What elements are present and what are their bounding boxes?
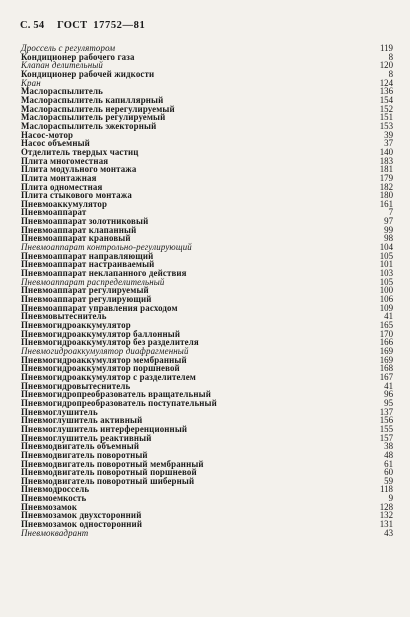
index-term: Пневмоглушитель	[21, 406, 98, 417]
index-term: Пневмоаппарат клапанный	[21, 224, 137, 235]
index-page-number: 39	[384, 129, 393, 140]
index-term: Пневмоаппарат распределительный	[21, 276, 165, 287]
index-term: Пневмоглушитель активный	[21, 415, 143, 426]
index-entry	[21, 70, 393, 79]
index-page-number: 152	[379, 103, 393, 114]
index-page-number: 105	[379, 250, 393, 261]
index-term: Пневмоквадрант	[21, 527, 89, 538]
index-page-number: 180	[379, 190, 393, 201]
index-page-number: 38	[384, 441, 393, 452]
index-term: Насос-мотор	[21, 129, 74, 140]
index-term: Пневмогидроаккумулятор диафрагменный	[21, 345, 189, 356]
index-page-number: 166	[379, 337, 393, 348]
index-term: Пневмогидроаккумулятор с разделителем	[21, 371, 196, 382]
index-term: Пневмогидропреобразователь вращательный	[21, 389, 211, 400]
index-page-number: 37	[384, 138, 393, 149]
index-list	[21, 44, 393, 537]
index-page-number: 41	[384, 380, 393, 391]
index-term: Пневмодвигатель поворотный	[21, 449, 148, 460]
index-term: Пневмоглушитель реактивный	[21, 432, 152, 443]
index-term: Маслораспылитель эжекторный	[21, 120, 157, 131]
page-number: С. 54	[20, 20, 45, 31]
index-term: Пневмоаппарат золотниковый	[21, 216, 149, 227]
index-page-number: 181	[379, 164, 393, 175]
index-page-number: 128	[379, 501, 393, 512]
index-term: Пневмоаппарат настраиваемый	[21, 259, 155, 270]
index-term: Кран	[21, 77, 41, 88]
index-page-number: 7	[388, 207, 393, 218]
index-term: Пневмоаппарат контрольно-регулирующий	[21, 242, 192, 253]
index-page-number: 124	[379, 77, 393, 88]
standard-number: 17752—81	[93, 20, 146, 31]
index-page-number: 161	[379, 198, 393, 209]
index-page-number: 59	[384, 475, 393, 486]
index-term: Пневмодроссель	[21, 484, 90, 495]
index-page-number: 100	[379, 285, 393, 296]
index-page-number: 131	[379, 519, 393, 530]
standard-designation	[57, 20, 145, 31]
index-term: Пневмозамок односторонний	[21, 519, 143, 530]
index-term: Пневмоаппарат управления расходом	[21, 302, 178, 313]
index-page-number: 153	[379, 120, 393, 131]
index-term: Пневмоаккумулятор	[21, 198, 108, 209]
index-page-number: 8	[388, 68, 393, 79]
index-page-number: 60	[384, 467, 393, 478]
index-page-number: 96	[384, 389, 393, 400]
index-page-number: 169	[379, 354, 393, 365]
index-page-number: 169	[379, 345, 393, 356]
index-term: Пневмогидроаккумулятор баллонный	[21, 328, 181, 339]
index-page-number: 168	[379, 363, 393, 374]
index-page-number: 167	[379, 371, 393, 382]
index-term: Пневмовытеснитель	[21, 311, 107, 322]
index-term: Пневмодвигатель поворотный поршневой	[21, 467, 197, 478]
index-entry	[21, 122, 393, 131]
index-page-number: 179	[379, 172, 393, 183]
index-term: Пневмогидропреобразователь поступательный	[21, 397, 217, 408]
index-term: Насос объемный	[21, 138, 90, 149]
index-term: Плита многоместная	[21, 155, 109, 166]
index-page-number: 48	[384, 449, 393, 460]
index-page-number: 105	[379, 276, 393, 287]
index-page-number: 118	[380, 484, 393, 495]
index-page-number: 170	[379, 328, 393, 339]
index-page-number: 103	[379, 268, 393, 279]
index-term: Пневмогидроаккумулятор	[21, 320, 131, 330]
index-term: Пневмоемкость	[21, 493, 87, 504]
index-term: Клапан делительный	[21, 60, 104, 71]
index-term: Пневмоаппарат крановый	[21, 233, 131, 244]
index-term: Кондиционер рабочей жидкости	[21, 68, 155, 79]
index-page-number: 137	[379, 406, 393, 417]
index-page-number: 154	[379, 94, 393, 105]
index-term: Маслораспылитель регулируемый	[21, 112, 166, 123]
index-page-number: 183	[379, 155, 393, 166]
index-page-number: 43	[384, 527, 393, 538]
index-term: Маслораспылитель	[21, 86, 103, 97]
index-term: Пневмоаппарат регулирующий	[21, 294, 152, 305]
index-term: Плита одноместная	[21, 181, 103, 192]
index-page-number: 95	[384, 397, 393, 408]
index-page-number: 98	[384, 233, 393, 244]
index-page-number: 119	[380, 43, 393, 53]
index-term: Плита стыкового монтажа	[21, 190, 132, 201]
index-page-number: 101	[379, 259, 393, 270]
index-page-number: 97	[384, 216, 393, 227]
index-page-number: 151	[379, 112, 393, 123]
standard-label: ГОСТ	[57, 20, 88, 31]
index-page-number: 156	[379, 415, 393, 426]
index-term: Маслораспылитель нерегулируемый	[21, 103, 175, 114]
index-term: Пневмогидровытеснитель	[21, 380, 131, 391]
index-page-number: 106	[379, 294, 393, 305]
index-term: Пневмодвигатель поворотный мембранный	[21, 458, 204, 469]
index-term: Пневмоаппарат неклапанного действия	[21, 268, 187, 279]
index-term: Пневмогидроаккумулятор поршневой	[21, 363, 180, 374]
index-term: Пневмоаппарат	[21, 207, 87, 218]
index-term: Отделитель твердых частиц	[21, 146, 139, 157]
index-page-number: 9	[388, 493, 393, 504]
index-term: Пневмозамок двухсторонний	[21, 510, 142, 521]
index-page-number: 41	[384, 311, 393, 322]
index-term: Пневмозамок	[21, 501, 78, 512]
index-term: Маслораспылитель капиллярный	[21, 94, 164, 105]
index-page-number: 157	[379, 432, 393, 443]
index-page-number: 165	[379, 320, 393, 330]
index-term: Кондиционер рабочего газа	[21, 51, 135, 62]
page-header	[20, 20, 145, 31]
index-term: Пневмогидроаккумулятор мембранный	[21, 354, 187, 365]
index-page-number: 155	[379, 423, 393, 434]
index-term: Плита модульного монтажа	[21, 164, 137, 175]
index-term: Пневмогидроаккумулятор без разделителя	[21, 337, 199, 348]
index-page-number: 8	[388, 51, 393, 62]
index-entry	[21, 529, 393, 538]
index-page-number: 136	[379, 86, 393, 97]
index-term: Пневмоглушитель интерференционный	[21, 423, 188, 434]
index-page-number: 182	[379, 181, 393, 192]
index-term: Пневмоаппарат регулируемый	[21, 285, 149, 296]
index-term: Пневмодвигатель объемный	[21, 441, 140, 452]
index-term: Пневмодвигатель поворотный шиберный	[21, 475, 195, 486]
index-term: Плита монтажная	[21, 172, 97, 183]
index-page-number: 109	[379, 302, 393, 313]
index-term: Дроссель с регулятором	[21, 43, 116, 53]
index-page-number: 61	[384, 458, 393, 469]
index-page-number: 104	[379, 242, 393, 253]
index-page-number: 120	[379, 60, 393, 71]
index-page-number: 99	[384, 224, 393, 235]
index-page-number: 140	[379, 146, 393, 157]
index-term: Пневмоаппарат направляющий	[21, 250, 154, 261]
index-page-number: 132	[379, 510, 393, 521]
